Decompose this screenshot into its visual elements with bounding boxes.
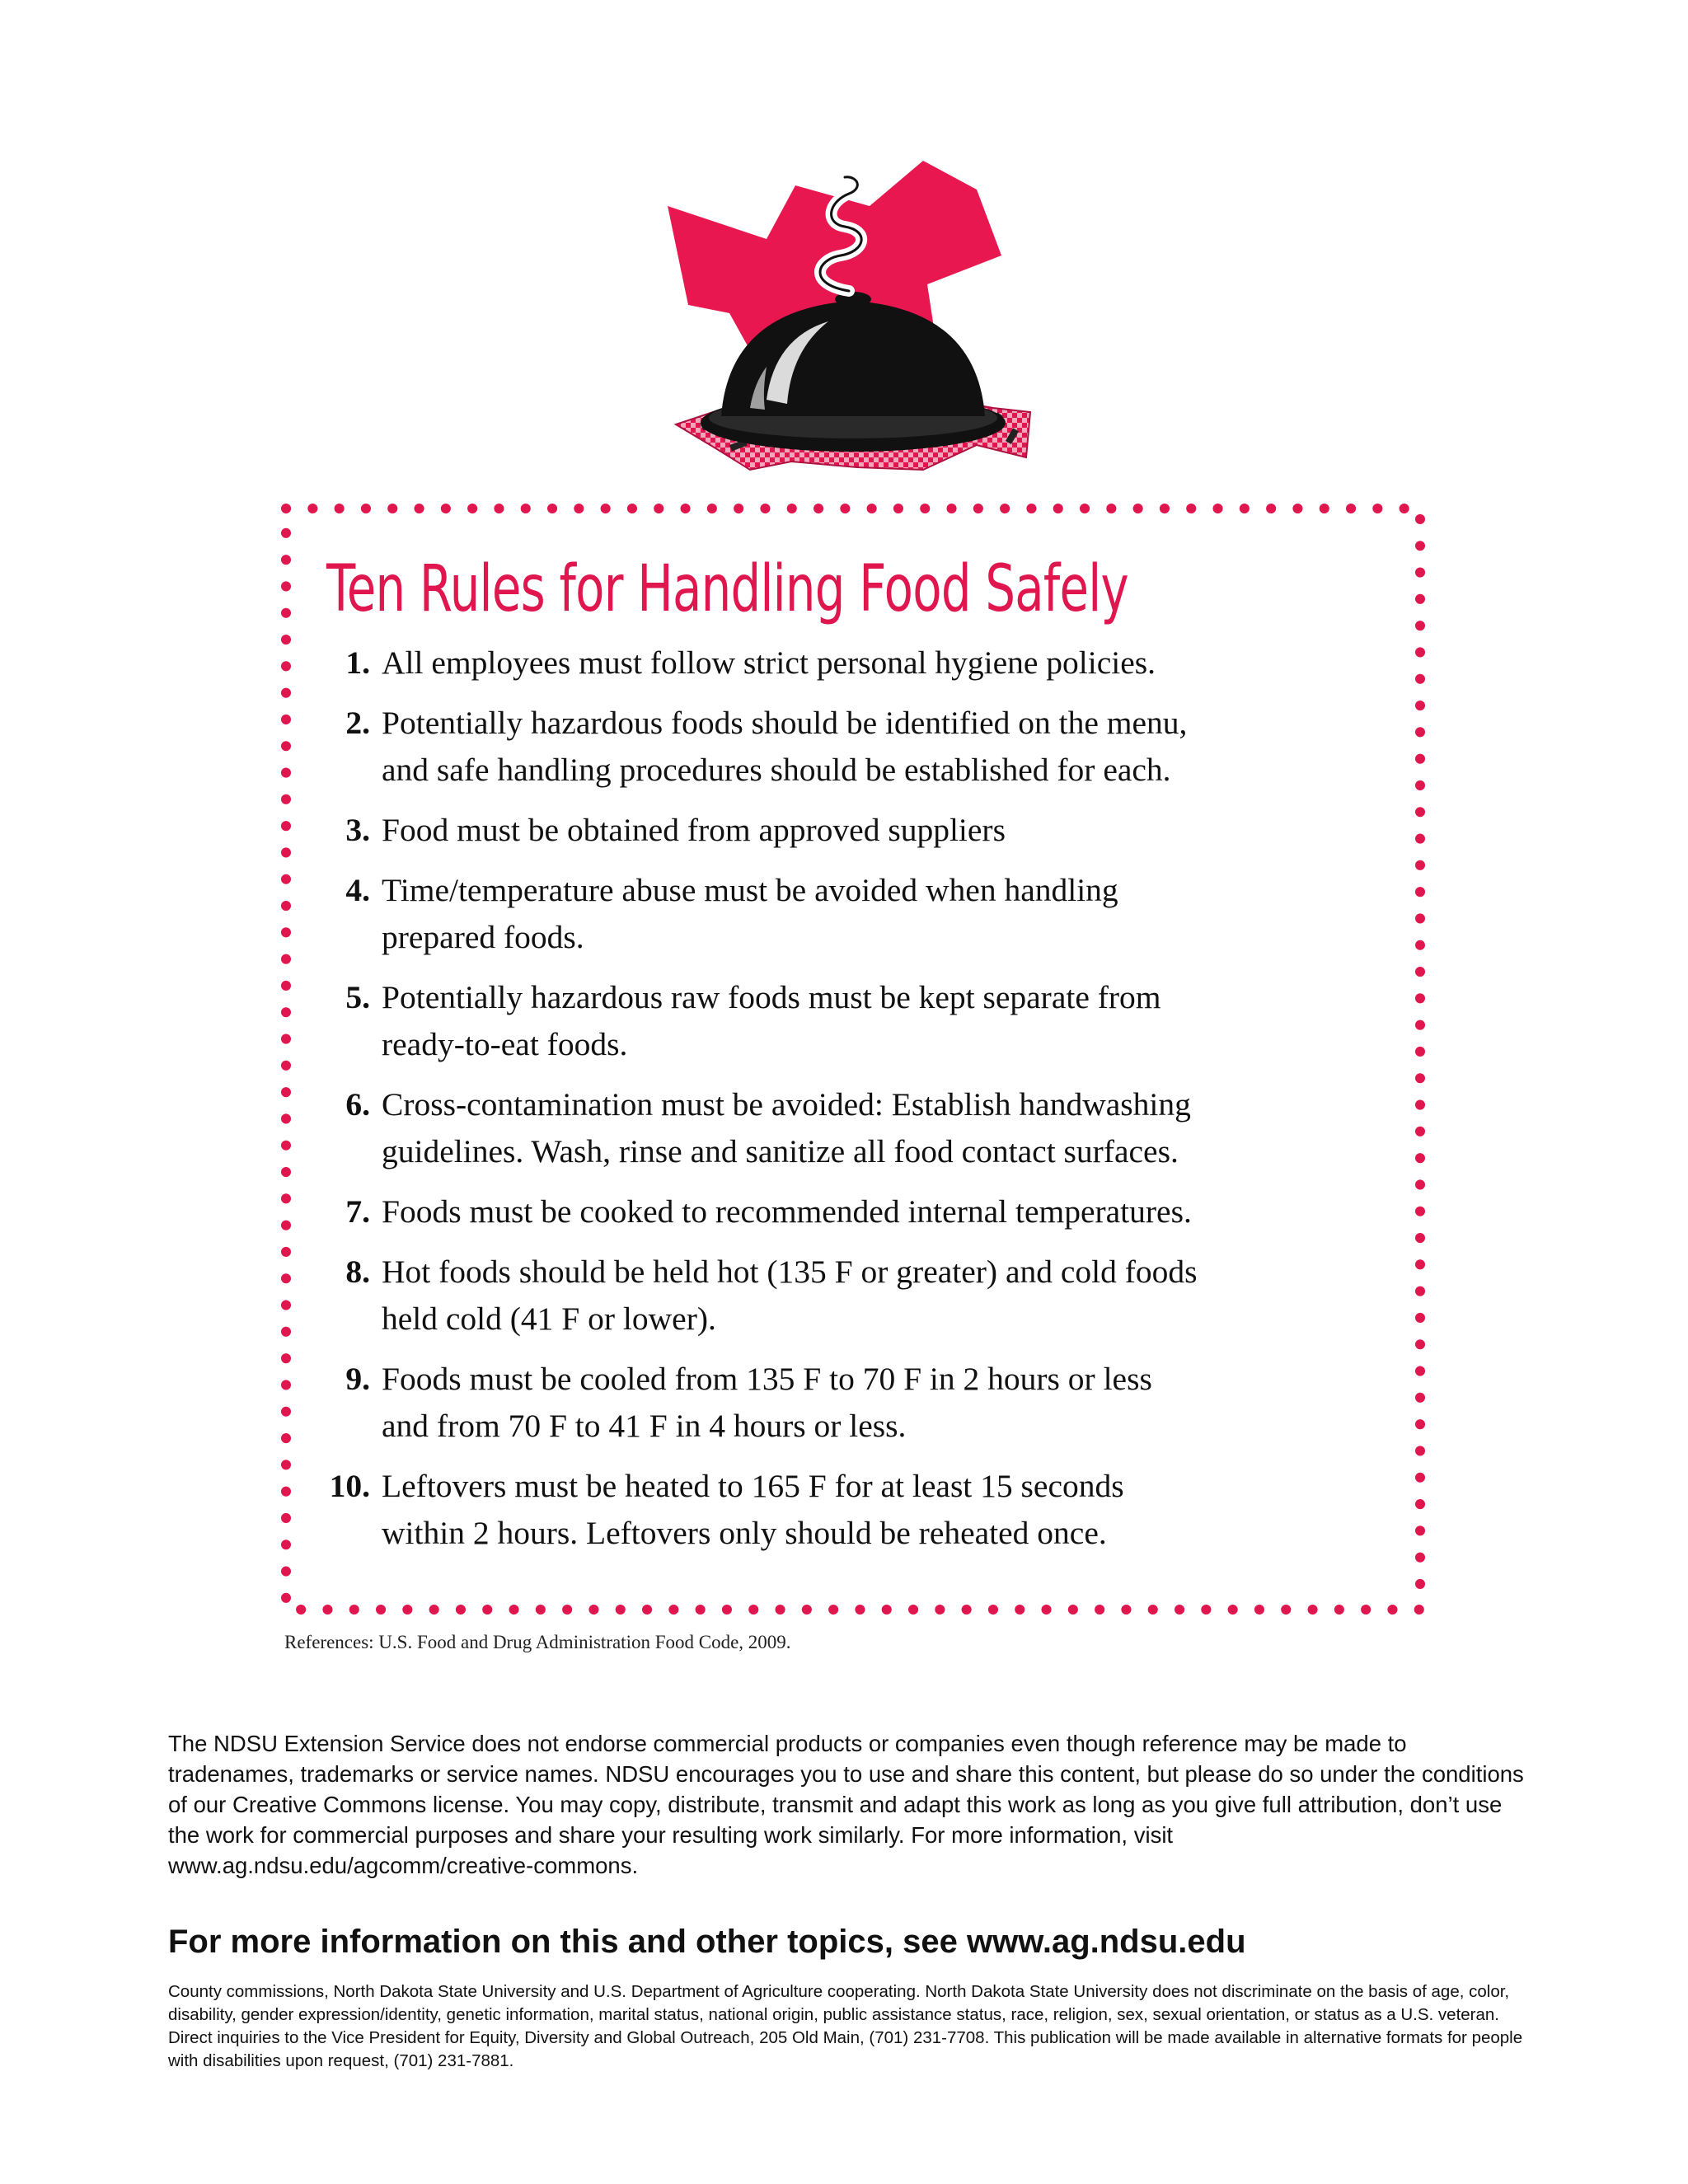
rule-item — [326, 867, 1397, 961]
rule-item — [326, 974, 1397, 1068]
rule-number: 4. — [345, 872, 370, 908]
disclaimer-paragraph: The NDSU Extension Service does not endorse commercial products or companies even though reference may be made to tradenames, trademarks or service names. NDSU encourages you to use and share this content, but please do so under the conditions of our Creative Commons license. You may copy, distribute, transmit and adapt this work as long as you give full attribution, don’t use the work for commercial purposes and share your resulting work similarly. For more information, visit www.ag.ndsu.edu/agcomm/creative-commons. — [168, 1731, 1524, 1878]
references-note: References: U.S. Food and Drug Administration Food Code, 2009. — [284, 1632, 791, 1652]
rule-text: Foods must be cooked to recommended internal temperatures. — [382, 1193, 1192, 1230]
rule-number: 5. — [345, 979, 370, 1015]
rule-text: Food must be obtained from approved suppliers — [382, 812, 1006, 848]
nondiscrimination-statement: County commissions, North Dakota State University and U.S. Department of Agriculture cooperating. North Dakota State University does not discriminate on the basis of age, color, disability, gender expression/identity, genetic information, marital status, national origin, public assistance status, race, religion, sex, sexual orientation, or status as a U.S. veteran. Direct inquiries to the Vice President for Equity, Diversity and Global Outreach, 205 Old Main, (701) 231-7708. This publication will be made available in alternative formats for people with disabilities upon request, (701) 231-7881. — [168, 1982, 1523, 2070]
rule-number: 8. — [345, 1254, 370, 1290]
page-title: Ten Rules for Handling Food Safely — [326, 552, 1128, 626]
rule-text: Hot foods should be held hot (135 F or greater) and cold foods held cold (41 F or lower). — [382, 1254, 1198, 1337]
rule-text: Time/temperature abuse must be avoided when handling prepared foods. — [382, 872, 1118, 955]
rule-text: Foods must be cooled from 135 F to 70 F in 2 hours or less and from 70 F to 41 F in 4 hours or less. — [382, 1361, 1152, 1444]
rule-text: Potentially hazardous raw foods must be kept separate from ready-to-eat foods. — [382, 979, 1161, 1062]
serving-dish-illustration — [651, 161, 1047, 482]
rule-item — [326, 807, 1397, 854]
rule-number: 6. — [345, 1086, 370, 1122]
rule-number: 1. — [345, 644, 370, 681]
rule-item — [326, 1356, 1397, 1450]
rule-item — [326, 700, 1397, 794]
rule-number: 2. — [345, 705, 370, 741]
rule-number: 10. — [329, 1468, 370, 1504]
rule-text: Potentially hazardous foods should be identified on the menu, and safe handling procedures should be established for each. — [382, 705, 1188, 788]
rule-item — [326, 1188, 1397, 1235]
rules-list — [326, 640, 1397, 1570]
rule-text: Cross-contamination must be avoided: Establish handwashing guidelines. Wash, rinse and sanitize all food contact surfaces. — [382, 1086, 1191, 1169]
more-info-heading: For more information on this and other topics, see www.ag.ndsu.edu — [168, 1924, 1246, 1960]
rule-number: 3. — [345, 812, 370, 848]
rule-text: All employees must follow strict personal hygiene policies. — [382, 644, 1156, 681]
rule-item — [326, 1081, 1397, 1175]
rule-number: 7. — [345, 1193, 370, 1230]
rule-number: 9. — [345, 1361, 370, 1397]
rule-item — [326, 1249, 1397, 1343]
rule-item — [326, 640, 1397, 687]
rule-text: Leftovers must be heated to 165 F for at least 15 seconds within 2 hours. Leftovers only should be reheated once. — [382, 1468, 1124, 1551]
rule-item — [326, 1463, 1397, 1557]
